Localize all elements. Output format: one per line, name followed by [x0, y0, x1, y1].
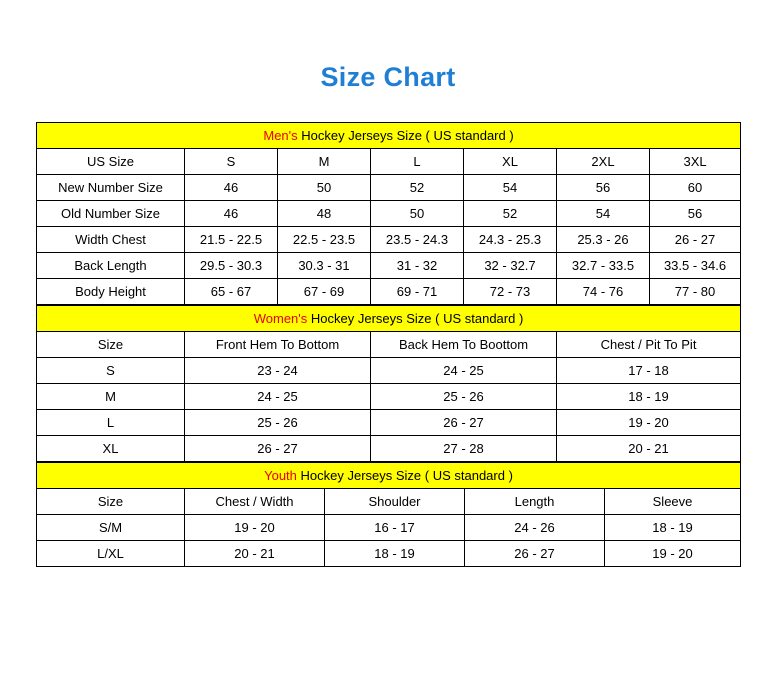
mens-header-2: M — [278, 149, 371, 175]
table-row — [37, 515, 741, 541]
table-row — [37, 227, 741, 253]
table-row — [37, 253, 741, 279]
mens-size-table — [36, 122, 741, 305]
womens-row2-c1: 25 - 26 — [185, 410, 371, 436]
table-row — [37, 175, 741, 201]
mens-row0-c5: 56 — [557, 175, 650, 201]
mens-row1-c2: 48 — [278, 201, 371, 227]
womens-row2-c2: 26 - 27 — [371, 410, 557, 436]
mens-row4-label: Body Height — [37, 279, 185, 305]
mens-row2-c4: 24.3 - 25.3 — [464, 227, 557, 253]
youth-row0-c2: 16 - 17 — [325, 515, 465, 541]
mens-row0-c4: 54 — [464, 175, 557, 201]
table-row — [37, 436, 741, 462]
womens-row1-c1: 24 - 25 — [185, 384, 371, 410]
mens-banner-rest: Hockey Jerseys Size ( US standard ) — [297, 128, 514, 143]
page-title: Size Chart — [320, 62, 456, 92]
table-row — [37, 384, 741, 410]
mens-header-5: 2XL — [557, 149, 650, 175]
youth-row0-label: S/M — [37, 515, 185, 541]
mens-row3-c6: 33.5 - 34.6 — [650, 253, 741, 279]
mens-row2-c2: 22.5 - 23.5 — [278, 227, 371, 253]
size-chart-tables — [36, 122, 740, 567]
mens-row2-c3: 23.5 - 24.3 — [371, 227, 464, 253]
mens-row0-c3: 52 — [371, 175, 464, 201]
youth-header-0: Size — [37, 489, 185, 515]
mens-row4-c6: 77 - 80 — [650, 279, 741, 305]
womens-row0-c3: 17 - 18 — [557, 358, 741, 384]
womens-row2-label: L — [37, 410, 185, 436]
womens-row0-label: S — [37, 358, 185, 384]
womens-row3-label: XL — [37, 436, 185, 462]
mens-row3-c2: 30.3 - 31 — [278, 253, 371, 279]
youth-row1-c2: 18 - 19 — [325, 541, 465, 567]
mens-row4-c3: 69 - 71 — [371, 279, 464, 305]
mens-row4-c2: 67 - 69 — [278, 279, 371, 305]
youth-banner — [37, 463, 741, 489]
mens-row2-c6: 26 - 27 — [650, 227, 741, 253]
youth-header-4: Sleeve — [605, 489, 741, 515]
mens-row1-c1: 46 — [185, 201, 278, 227]
table-row — [37, 279, 741, 305]
youth-row1-c1: 20 - 21 — [185, 541, 325, 567]
womens-banner-rest: Hockey Jerseys Size ( US standard ) — [307, 311, 524, 326]
table-row — [37, 358, 741, 384]
mens-row3-c4: 32 - 32.7 — [464, 253, 557, 279]
mens-row2-c5: 25.3 - 26 — [557, 227, 650, 253]
youth-row0-c3: 24 - 26 — [465, 515, 605, 541]
mens-row1-c4: 52 — [464, 201, 557, 227]
mens-header-4: XL — [464, 149, 557, 175]
womens-header-2: Back Hem To Boottom — [371, 332, 557, 358]
mens-row4-c1: 65 - 67 — [185, 279, 278, 305]
mens-row0-c6: 60 — [650, 175, 741, 201]
womens-row3-c1: 26 - 27 — [185, 436, 371, 462]
mens-row3-c1: 29.5 - 30.3 — [185, 253, 278, 279]
womens-row3-c2: 27 - 28 — [371, 436, 557, 462]
mens-row3-label: Back Length — [37, 253, 185, 279]
mens-row0-c2: 50 — [278, 175, 371, 201]
youth-header-2: Shoulder — [325, 489, 465, 515]
youth-row1-label: L/XL — [37, 541, 185, 567]
mens-header-0: US Size — [37, 149, 185, 175]
table-header-row — [37, 489, 741, 515]
youth-header-1: Chest / Width — [185, 489, 325, 515]
table-header-row — [37, 149, 741, 175]
mens-row1-c6: 56 — [650, 201, 741, 227]
mens-banner-accent: Men's — [263, 128, 298, 143]
womens-row1-c3: 18 - 19 — [557, 384, 741, 410]
mens-row3-c5: 32.7 - 33.5 — [557, 253, 650, 279]
youth-row0-c1: 19 - 20 — [185, 515, 325, 541]
mens-header-6: 3XL — [650, 149, 741, 175]
table-banner-row — [37, 306, 741, 332]
womens-row2-c3: 19 - 20 — [557, 410, 741, 436]
table-banner-row — [37, 463, 741, 489]
womens-row0-c1: 23 - 24 — [185, 358, 371, 384]
mens-row1-c3: 50 — [371, 201, 464, 227]
mens-row0-label: New Number Size — [37, 175, 185, 201]
mens-row4-c4: 72 - 73 — [464, 279, 557, 305]
table-row — [37, 410, 741, 436]
womens-banner — [37, 306, 741, 332]
youth-row1-c4: 19 - 20 — [605, 541, 741, 567]
womens-header-3: Chest / Pit To Pit — [557, 332, 741, 358]
womens-banner-accent: Women's — [253, 311, 308, 326]
youth-row1-c3: 26 - 27 — [465, 541, 605, 567]
womens-row1-label: M — [37, 384, 185, 410]
table-banner-row — [37, 123, 741, 149]
mens-row4-c5: 74 - 76 — [557, 279, 650, 305]
youth-banner-accent: Youth — [264, 468, 297, 483]
mens-header-1: S — [185, 149, 278, 175]
mens-row1-label: Old Number Size — [37, 201, 185, 227]
womens-header-1: Front Hem To Bottom — [185, 332, 371, 358]
womens-header-0: Size — [37, 332, 185, 358]
youth-size-table — [36, 462, 741, 567]
mens-row0-c1: 46 — [185, 175, 278, 201]
mens-row2-label: Width Chest — [37, 227, 185, 253]
table-row — [37, 201, 741, 227]
youth-row0-c4: 18 - 19 — [605, 515, 741, 541]
mens-row2-c1: 21.5 - 22.5 — [185, 227, 278, 253]
table-header-row — [37, 332, 741, 358]
youth-banner-rest: Hockey Jerseys Size ( US standard ) — [296, 468, 513, 483]
womens-row3-c3: 20 - 21 — [557, 436, 741, 462]
womens-size-table — [36, 305, 741, 462]
mens-row1-c5: 54 — [557, 201, 650, 227]
womens-row1-c2: 25 - 26 — [371, 384, 557, 410]
table-row — [37, 541, 741, 567]
mens-header-3: L — [371, 149, 464, 175]
mens-row3-c3: 31 - 32 — [371, 253, 464, 279]
mens-banner — [37, 123, 741, 149]
youth-header-3: Length — [465, 489, 605, 515]
womens-row0-c2: 24 - 25 — [371, 358, 557, 384]
